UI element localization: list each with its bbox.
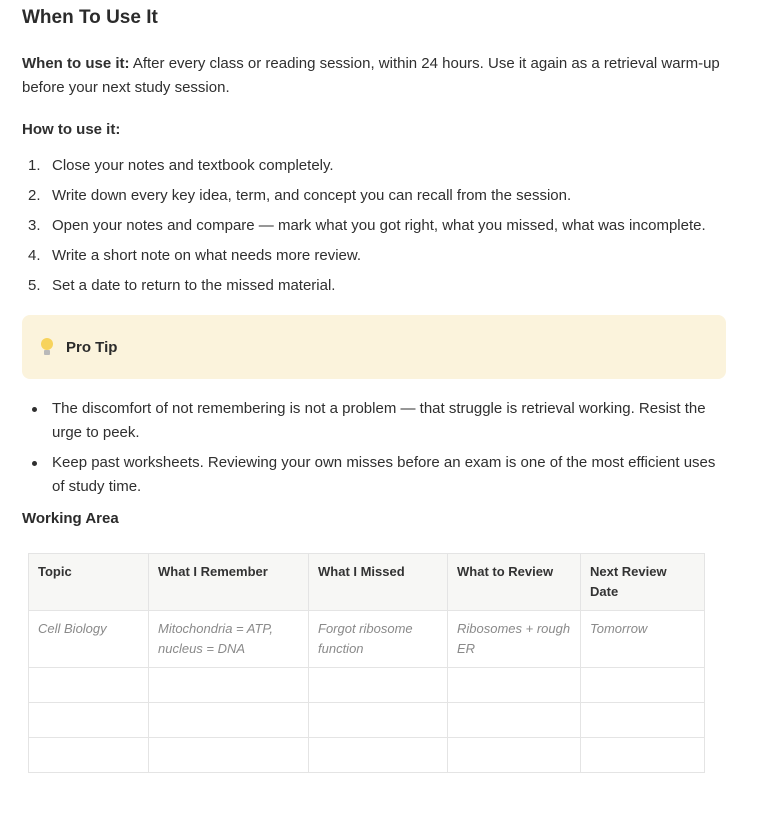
table-cell[interactable] (309, 738, 448, 773)
when-label: When to use it: (22, 55, 130, 72)
tips-list (22, 397, 766, 499)
tip-item: The discomfort of not remembering is not a problem — that struggle is retrieval working. Resist the urge to peek. (22, 397, 732, 445)
step-item: 4. Write a short note on what needs more review. (28, 247, 362, 264)
table-cell[interactable]: Forgot ribosome function (309, 611, 448, 668)
lightbulb-icon (40, 337, 54, 357)
table-cell[interactable]: Tomorrow (581, 611, 705, 668)
table-row (29, 668, 705, 703)
table-cell[interactable] (29, 703, 149, 738)
table-cell[interactable] (149, 703, 309, 738)
pro-tip-callout (22, 315, 726, 379)
column-header: Next Review Date (581, 554, 705, 611)
tip-item: Keep past worksheets. Reviewing your own misses before an exam is one of the most efficient uses of study time. (22, 451, 732, 499)
column-header: What I Remember (149, 554, 309, 611)
table-cell[interactable] (448, 668, 581, 703)
table-cell[interactable] (29, 738, 149, 773)
column-header: What I Missed (309, 554, 448, 611)
steps-list (22, 154, 766, 298)
column-header: Topic (29, 554, 149, 611)
step-item: 1. Close your notes and textbook completely. (28, 157, 334, 174)
table-cell[interactable] (29, 668, 149, 703)
table-cell[interactable] (149, 668, 309, 703)
working-area-heading: Working Area (22, 510, 119, 527)
table-cell[interactable] (448, 738, 581, 773)
table-cell[interactable] (309, 668, 448, 703)
callout-title: Pro Tip (66, 338, 118, 356)
table-cell[interactable] (581, 703, 705, 738)
working-area-table (28, 553, 705, 773)
table-row (29, 703, 705, 738)
when-paragraph (22, 52, 732, 100)
section-title: When To Use It (22, 7, 158, 28)
table-cell[interactable]: Cell Biology (29, 611, 149, 668)
column-header: What to Review (448, 554, 581, 611)
table-cell[interactable] (309, 703, 448, 738)
table-cell[interactable] (581, 738, 705, 773)
table-cell[interactable] (581, 668, 705, 703)
table-cell[interactable]: Ribosomes + rough ER (448, 611, 581, 668)
table-row (29, 738, 705, 773)
step-item: 3. Open your notes and compare — mark what you got right, what you missed, what was incomplete. (28, 217, 706, 234)
step-item: 2. Write down every key idea, term, and concept you can recall from the session. (28, 187, 572, 204)
when-text: After every class or reading session, within 24 hours. Use it again as a retrieval warm-up before your next study session. (22, 55, 720, 96)
table-cell[interactable] (448, 703, 581, 738)
table-row (29, 611, 705, 668)
step-item: 5. Set a date to return to the missed material. (28, 277, 336, 294)
table-header-row (29, 554, 705, 611)
how-label: How to use it: (22, 121, 121, 138)
table-cell[interactable]: Mitochondria = ATP, nucleus = DNA (149, 611, 309, 668)
table-cell[interactable] (149, 738, 309, 773)
